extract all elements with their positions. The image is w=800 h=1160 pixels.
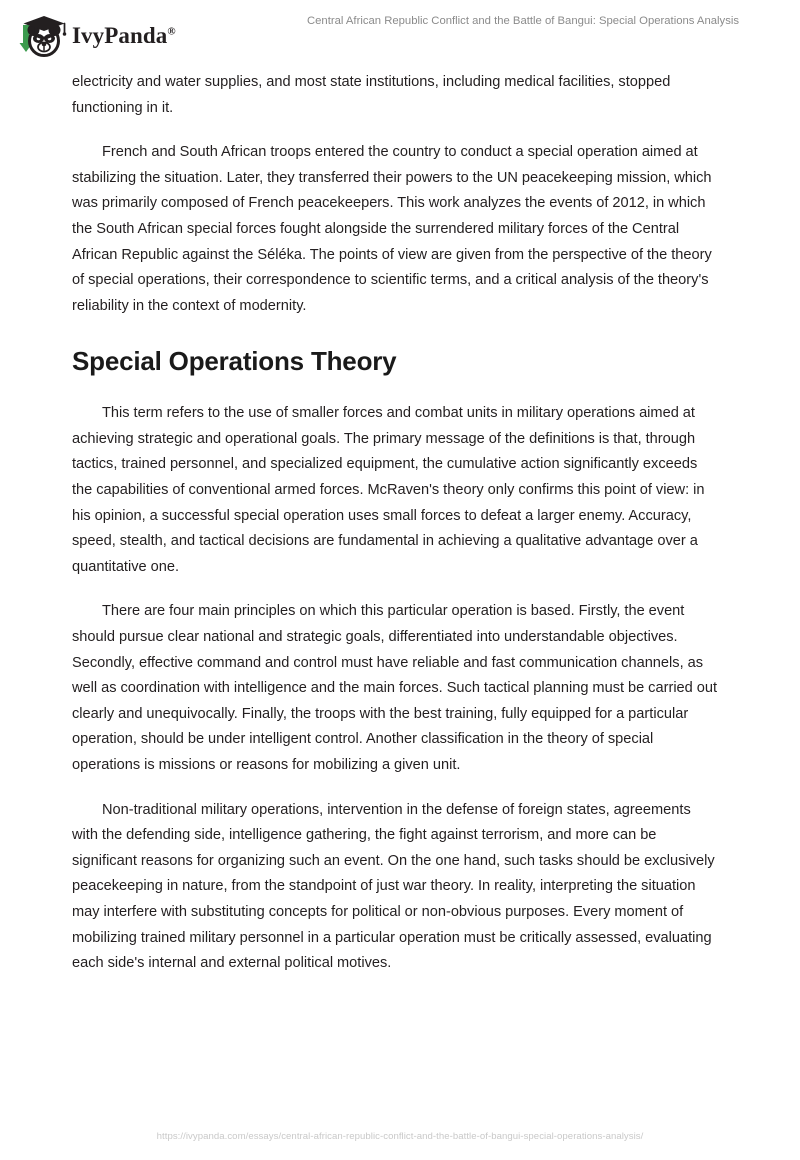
- document-body: [72, 70, 720, 996]
- page-header: [0, 0, 800, 68]
- brand-name-text: IvyPanda: [72, 22, 168, 48]
- panda-graduate-logo-icon: [14, 12, 68, 58]
- brand-logo-link[interactable]: [14, 12, 176, 58]
- brand-wordmark: [72, 24, 176, 47]
- document-title-header: Central African Republic Conflict and the Battle of Bangui: Special Operations Analysis: [306, 15, 740, 27]
- paragraph: electricity and water supplies, and most state institutions, including medical facilities, stopped functioning in it.: [72, 74, 671, 116]
- section-heading: Special Operations Theory: [72, 346, 397, 377]
- paragraph: Non-traditional military operations, intervention in the defense of foreign states, agreements with the defending side, intelligence gathering, the fight against terrorism, and more can be significant reasons for organizing such an event. On the one hand, such tasks should be exclusively peacekeeping in nature, from the standpoint of just war theory. In reality, interpreting the situation may interfere with substituting concepts for political or non-obvious purposes. Every moment of mobilizing trained military personnel in a particular operation must be critically assessed, evaluating each side's internal and external political motives.: [72, 801, 715, 972]
- paragraph: There are four main principles on which this particular operation is based. Firstly, the event should pursue clear national and strategic goals, differentiated into understandable objectives. Secondly, effective command and control must have reliable and fast communication channels, as well as coordination with intelligence and the main forces. Such tactical planning must be carried out clearly and unequivocally. Finally, the troops with the best training, fully equipped for a particular operation, should be under intelligent control. Another classification in the theory of special operations is missions or reasons for mobilizing a given unit.: [72, 603, 718, 773]
- paragraph: This term refers to the use of smaller forces and combat units in military operations aimed at achieving strategic and operational goals. The primary message of the definitions is that, through tactics, trained personnel, and specialized equipment, the cumulative action significantly exceeds the capabilities of conventional armed forces. McRaven's theory only confirms this point of view: in his opinion, a successful special operation uses small forces to defeat a larger enemy. Accuracy, speed, stealth, and tactical decisions are fundamental in achieving a qualitative advantage over a quantitative one.: [72, 405, 705, 575]
- paragraph: French and South African troops entered the country to conduct a special operation aimed at stabilizing the situation. Later, they transferred their powers to the UN peacekeeping mission, which was primarily composed of French peacekeepers. This work analyzes the events of 2012, in which the South African special forces fought alongside the surrendered military forces of the Central African Republic against the Séléka. The points of view are given from the perspective of the theory of special operations, their correspondence to scientific terms, and a critical analysis of the theory's reliability in the context of modernity.: [72, 144, 712, 314]
- page-footer: [0, 1126, 800, 1144]
- registered-mark: ®: [167, 24, 176, 37]
- source-url[interactable]: https://ivypanda.com/essays/central-african-republic-conflict-and-the-battle-of-bangui-special-operations-analysis/: [156, 1131, 644, 1142]
